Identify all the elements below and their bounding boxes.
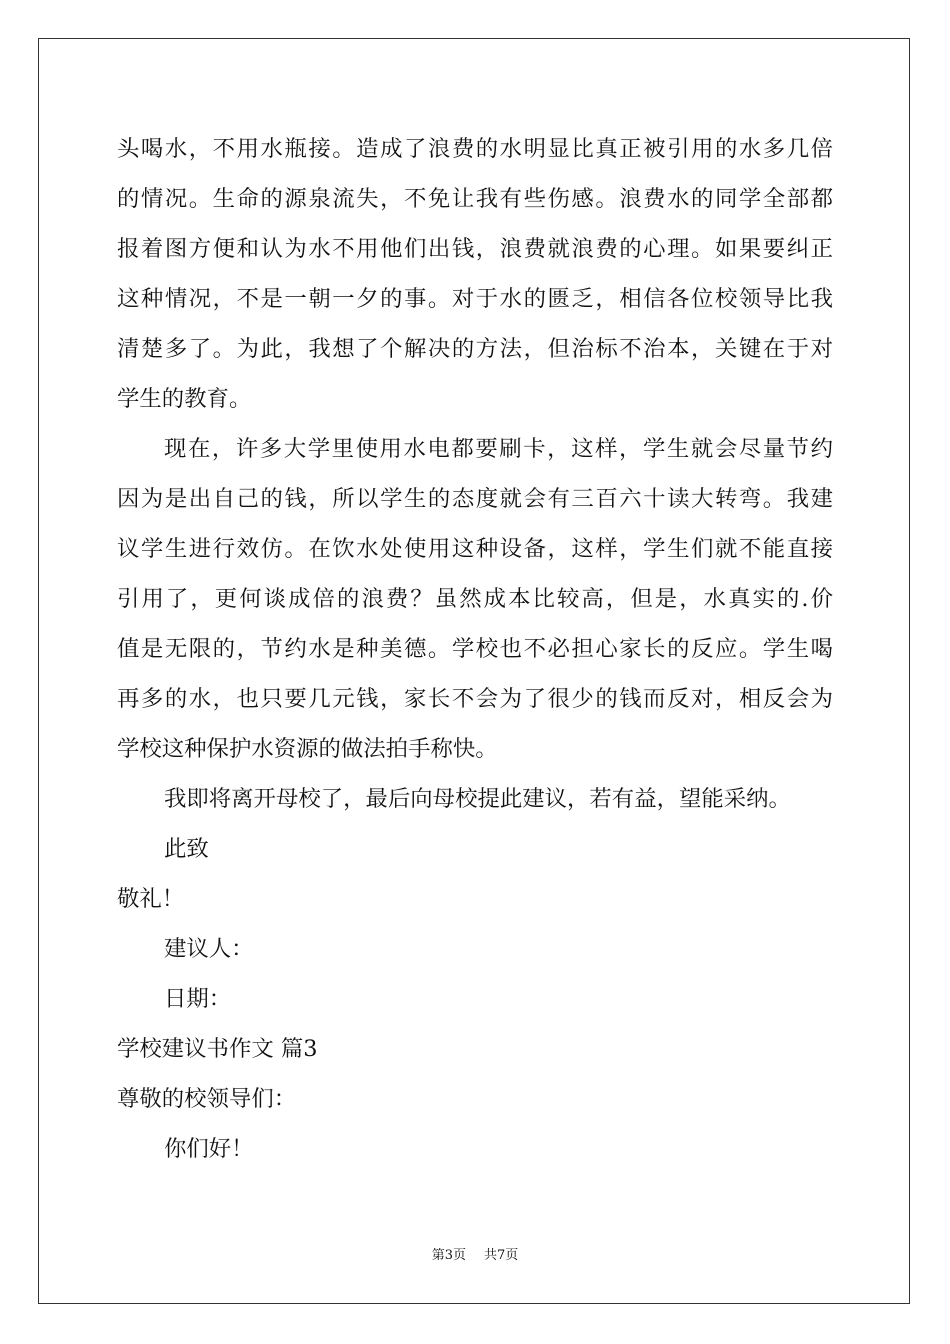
page-total: 共7页 xyxy=(484,1248,519,1263)
text-line: 值是无限的，节约水是种美德。学校也不必担心家长的反应。学生喝 xyxy=(117,636,833,662)
text-line: 学生的教育。 xyxy=(117,386,252,412)
letter-greeting: 你们好！ xyxy=(164,1136,254,1162)
text-line: 因为是出自己的钱，所以学生的态度就会有三百六十读大转弯。我建 xyxy=(117,486,833,512)
text-line: 清楚多了。为此，我想了个解决的方法，但治标不治本，关键在于对 xyxy=(117,336,833,362)
text-line: 学校这种保护水资源的做法拍手称快。 xyxy=(117,736,498,762)
closing-salutation: 此致 xyxy=(164,836,209,862)
page-number: 第3页 xyxy=(431,1248,466,1263)
text-line: 报着图方便和认为水不用他们出钱，浪费就浪费的心理。如果要纠正 xyxy=(117,236,833,262)
document-body xyxy=(117,124,833,1174)
text-line: 这种情况，不是一朝一夕的事。对于水的匮乏，相信各位校领导比我 xyxy=(117,286,833,312)
closing-regards: 敬礼！ xyxy=(117,886,185,912)
text-line: 的情况。生命的源泉流失，不免让我有些伤感。浪费水的同学全部都 xyxy=(117,186,833,212)
text-line: 再多的水，也只要几元钱，家长不会为了很少的钱而反对，相反会为 xyxy=(117,686,833,712)
text-line: 头喝水，不用水瓶接。造成了浪费的水明显比真正被引用的水多几倍 xyxy=(117,136,833,162)
paragraph-start-line: 现在，许多大学里使用水电都要刷卡，这样，学生就会尽量节约 xyxy=(164,436,833,462)
paragraph-start-line: 我即将离开母校了，最后向母校提此建议，若有益，望能采纳。 xyxy=(164,786,791,812)
text-line: 引用了，更何谈成倍的浪费？虽然成本比较高，但是，水真实的.价 xyxy=(117,586,833,612)
letter-addressee: 尊敬的校领导们： xyxy=(117,1086,297,1112)
signature-date: 日期： xyxy=(164,986,232,1012)
text-line: 议学生进行效仿。在饮水处使用这种设备，这样，学生们就不能直接 xyxy=(117,536,833,562)
section-heading: 学校建议书作文 篇3 xyxy=(117,1036,318,1062)
page-footer xyxy=(0,1247,950,1265)
signature-proposer: 建议人： xyxy=(164,936,254,962)
